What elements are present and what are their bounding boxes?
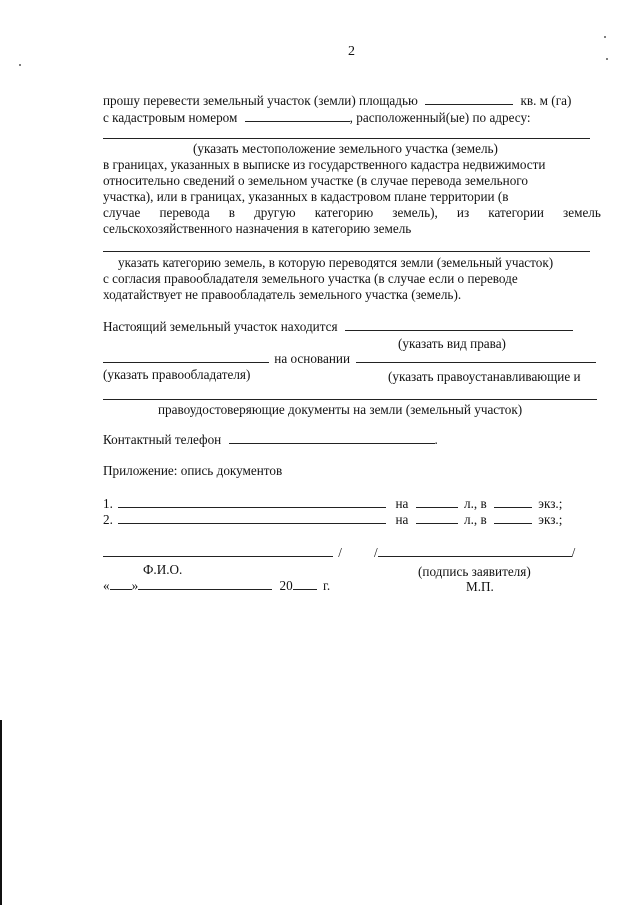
area-field[interactable] xyxy=(425,93,513,105)
word: перевода xyxy=(159,205,210,220)
cadastral-number-field[interactable] xyxy=(245,110,350,122)
date-line xyxy=(103,578,330,594)
fio-hint: Ф.И.О. xyxy=(143,562,183,577)
attachment-item-2 xyxy=(103,512,562,528)
slash: / xyxy=(374,545,378,560)
word: категорию xyxy=(314,205,374,220)
item-number: 2. xyxy=(103,512,113,527)
right-type-field[interactable] xyxy=(345,319,573,331)
right-hint: (указать вид права) xyxy=(398,336,506,351)
address-field[interactable] xyxy=(103,138,590,139)
year-prefix: 20 xyxy=(279,578,293,593)
request-line-2 xyxy=(103,110,531,126)
copies-field[interactable] xyxy=(494,496,532,508)
attachment-title: Приложение: опись документов xyxy=(103,463,283,478)
cadastral-label: с кадастровым номером xyxy=(103,110,238,125)
sheets-label: л., в xyxy=(464,512,487,527)
phone-label: Контактный телефон xyxy=(103,432,222,447)
word: земель), xyxy=(392,205,438,220)
sign-hint: (подпись заявителя) xyxy=(418,564,531,579)
basis-field[interactable] xyxy=(356,351,596,363)
year-field[interactable] xyxy=(293,578,317,590)
category-line-3: ходатайствует не правообладатель земельного участка (земель). xyxy=(103,287,462,302)
document-name-field[interactable] xyxy=(118,496,386,508)
word: случае xyxy=(103,205,141,220)
sign-line xyxy=(374,545,575,561)
phone-field[interactable] xyxy=(229,432,435,444)
word: категории xyxy=(488,205,544,220)
date-open: « xyxy=(103,578,110,593)
holder-hint: (указать правообладателя) xyxy=(103,367,251,382)
contact-line xyxy=(103,432,438,448)
copies-label: экз.; xyxy=(538,512,563,527)
ownership-line xyxy=(103,319,573,335)
sheets-label: л., в xyxy=(464,496,487,511)
basis-line xyxy=(103,351,596,367)
location-hint: (указать местоположение земельного участка (земель) xyxy=(193,141,498,156)
address-label: , расположенный(ые) по адресу: xyxy=(349,110,531,125)
area-unit: кв. м (га) xyxy=(520,93,572,108)
page-number: 2 xyxy=(348,44,355,59)
word: земель xyxy=(563,205,601,220)
holder-field[interactable] xyxy=(103,351,269,363)
fio-line xyxy=(103,545,342,561)
located-label: Настоящий земельный участок находится xyxy=(103,319,338,334)
scan-speck xyxy=(606,58,608,60)
date-mid: » xyxy=(131,578,139,593)
month-field[interactable] xyxy=(138,578,272,590)
location-line-5: сельскохозяйственного назначения в категорию земель xyxy=(103,221,412,236)
word: другую xyxy=(254,205,296,220)
slash: / xyxy=(338,545,342,560)
copies-label: экз.; xyxy=(538,496,563,511)
location-line-2: относительно сведений о земельном участке (в случае перевода земельного xyxy=(103,173,528,188)
copies-field[interactable] xyxy=(494,512,532,524)
documents-field[interactable] xyxy=(103,399,597,400)
category-line-1: указать категорию земель, в которую переводятся земли (земельный участок) xyxy=(118,255,554,270)
item-number: 1. xyxy=(103,496,113,511)
category-line-2: с согласия правообладателя земельного участка (в случае если о переводе xyxy=(103,271,518,286)
basis-label: на основании xyxy=(274,351,351,366)
request-line-1-text: прошу перевести земельный участок (земли) площадью xyxy=(103,93,418,108)
on-label: на xyxy=(395,496,409,511)
request-line-1 xyxy=(103,93,571,109)
word: из xyxy=(456,205,470,220)
phone-suffix: . xyxy=(434,432,438,447)
location-line-3: участка), или в границах, указанных в кадастровом плане территории (в xyxy=(103,189,509,204)
docs-hint-1: (указать правоустанавливающие и xyxy=(388,369,581,384)
document-name-field[interactable] xyxy=(118,512,386,524)
on-label: на xyxy=(395,512,409,527)
signature-field[interactable] xyxy=(378,545,572,557)
word: в xyxy=(228,205,236,220)
location-line-4 xyxy=(103,205,601,221)
location-line-1: в границах, указанных в выписке из государственного кадастра недвижимости xyxy=(103,157,546,172)
fio-field[interactable] xyxy=(103,545,333,557)
sheets-field[interactable] xyxy=(416,496,458,508)
year-suffix: г. xyxy=(322,578,331,593)
sheets-field[interactable] xyxy=(416,512,458,524)
slash: / xyxy=(571,545,576,560)
stamp-label: М.П. xyxy=(466,579,494,594)
day-field[interactable] xyxy=(110,578,132,590)
docs-hint-2: правоудостоверяющие документы на земли (земельный участок) xyxy=(158,402,523,417)
scan-speck xyxy=(604,36,606,38)
category-field[interactable] xyxy=(103,251,590,252)
attachment-item-1 xyxy=(103,496,562,512)
scan-speck xyxy=(19,64,21,66)
scan-edge-shadow xyxy=(0,720,2,905)
